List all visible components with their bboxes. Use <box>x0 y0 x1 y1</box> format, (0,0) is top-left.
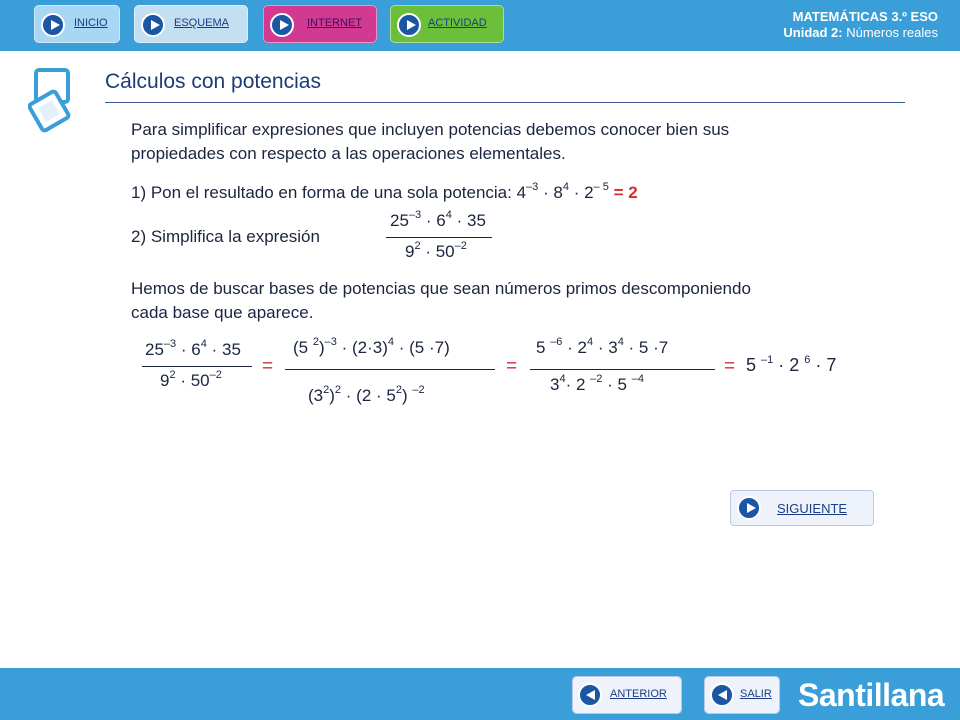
internet-label: INTERNET <box>307 17 362 29</box>
question-1 <box>131 181 638 205</box>
part: (5 <box>293 338 313 357</box>
deriv-original-denominator <box>160 371 222 391</box>
base-50: 50 <box>190 371 210 390</box>
salir-label: SALIR <box>740 688 772 700</box>
back-icon <box>578 683 602 707</box>
play-icon <box>397 13 421 37</box>
exp: –2 <box>454 240 467 252</box>
intro-paragraph <box>131 118 729 166</box>
exp: –3 <box>408 209 422 221</box>
exp: –3 <box>163 338 177 350</box>
internet-button[interactable] <box>263 5 377 43</box>
play-icon <box>737 496 761 520</box>
part: · (2·3) <box>336 338 388 357</box>
equals-sign-2: = <box>506 356 518 377</box>
explain-line-1: Hemos de buscar bases de potencias que sean números primos descomponiendo <box>131 279 751 298</box>
part: ) <box>318 338 325 357</box>
esquema-button[interactable] <box>134 5 248 43</box>
exp: 2 <box>323 384 330 396</box>
final-result <box>746 355 836 376</box>
actividad-button[interactable] <box>390 5 504 43</box>
base-35: 35 <box>466 211 486 230</box>
base-35: 35 <box>221 340 241 359</box>
base-25: 25 <box>390 211 409 230</box>
part: · 5 ·7 <box>623 338 669 357</box>
question-2: 2) Simplifica la expresión <box>131 227 320 246</box>
play-icon <box>270 13 294 37</box>
step1-bar <box>285 369 495 370</box>
deriv-original-numerator <box>145 340 241 360</box>
unit-name: Números reales <box>846 25 938 40</box>
step1-denominator <box>308 386 425 406</box>
dot: · <box>451 211 467 230</box>
play-icon <box>141 13 165 37</box>
base-50: 50 <box>435 242 455 261</box>
explanation-paragraph <box>131 277 751 325</box>
exp: 4 <box>445 209 452 221</box>
part: · 3 <box>593 338 618 357</box>
course-header <box>783 9 938 41</box>
actividad-label: ACTIVIDAD <box>428 17 487 29</box>
step2-numerator <box>536 338 668 358</box>
esquema-label: ESQUEMA <box>174 17 230 29</box>
q2-expr-denominator <box>405 242 467 262</box>
q2-expr-numerator <box>390 211 486 231</box>
q1-mid-2: · 2 <box>568 183 594 202</box>
exp: –4 <box>631 373 644 385</box>
base-9: 9 <box>405 242 415 261</box>
exp: 2 <box>312 336 319 348</box>
exp: 4 <box>559 373 566 385</box>
exp: 4 <box>200 338 207 350</box>
inicio-label: INICIO <box>74 17 108 29</box>
intro-line-1: Para simplificar expresiones que incluyen potencias debemos conocer bien sus <box>131 120 730 139</box>
dot: · <box>420 242 436 261</box>
part: ) <box>401 386 413 405</box>
step2-bar <box>530 369 715 370</box>
base-9: 9 <box>160 371 170 390</box>
explain-line-2: cada base que aparece. <box>131 303 314 322</box>
part: · (5 ·7) <box>394 338 450 357</box>
dot: · <box>176 340 192 359</box>
siguiente-button[interactable] <box>730 490 874 526</box>
exp: 2 <box>414 240 421 252</box>
page-title: Cálculos con potencias <box>105 70 321 93</box>
exp: 2 <box>169 369 176 381</box>
q2-fraction-bar <box>386 237 492 238</box>
part: · 5 <box>602 375 632 394</box>
part: 3 <box>550 375 560 394</box>
unit-label: Unidad 2: <box>783 25 843 40</box>
top-toolbar <box>0 0 960 51</box>
squares-decoration-icon <box>28 66 84 138</box>
base-6: 6 <box>436 211 446 230</box>
q1-text: 1) Pon el resultado en forma de una sola potencia: 4 <box>131 183 527 202</box>
anterior-label: ANTERIOR <box>610 688 667 700</box>
exp: –3 <box>324 336 337 348</box>
part: · 2 <box>565 375 591 394</box>
step2-denominator <box>550 375 644 395</box>
part: · 2 <box>562 338 587 357</box>
deriv-original-bar <box>142 366 252 367</box>
q1-exp-3: – 5 <box>593 181 609 193</box>
q1-mid-1: · 8 <box>538 183 563 202</box>
base-6: 6 <box>191 340 201 359</box>
salir-button[interactable] <box>704 676 780 714</box>
q1-exp-2: 4 <box>562 181 569 193</box>
exp: 4 <box>587 336 594 348</box>
exp: 2 <box>334 384 342 396</box>
exp: –6 <box>550 336 563 348</box>
back-icon <box>710 683 734 707</box>
exp: –2 <box>590 373 603 385</box>
q1-exp-1: –3 <box>526 181 539 193</box>
part: · (2 · 5 <box>341 386 396 405</box>
exp: 2 <box>395 384 402 396</box>
anterior-button[interactable] <box>572 676 682 714</box>
equals-sign-3: = <box>724 356 736 377</box>
exp: 4 <box>387 336 395 348</box>
intro-line-2: propiedades con respecto a las operaciones elementales. <box>131 144 566 163</box>
inicio-button[interactable] <box>34 5 120 43</box>
play-icon <box>41 13 65 37</box>
dot: · <box>175 371 191 390</box>
course-name: MATEMÁTICAS 3.º ESO <box>792 9 938 24</box>
exp: –2 <box>209 369 222 381</box>
part: 5 <box>746 355 762 375</box>
part: ) <box>329 386 335 405</box>
part: · 7 <box>810 355 837 375</box>
exp: –2 <box>412 384 425 396</box>
part: · 2 <box>773 355 805 375</box>
siguiente-label: SIGUIENTE <box>777 501 848 516</box>
dot: · <box>206 340 222 359</box>
equals-sign-1: = <box>262 356 274 377</box>
base-25: 25 <box>145 340 164 359</box>
title-divider <box>105 102 905 103</box>
part: 5 <box>536 338 551 357</box>
q1-answer: = 2 <box>608 183 638 202</box>
step1-numerator <box>293 338 450 358</box>
dot: · <box>421 211 437 230</box>
part: (3 <box>308 386 324 405</box>
exp: 6 <box>804 354 811 366</box>
exp: 4 <box>617 336 624 348</box>
santillana-logo: Santillana <box>798 677 945 713</box>
exp: –1 <box>761 354 774 366</box>
